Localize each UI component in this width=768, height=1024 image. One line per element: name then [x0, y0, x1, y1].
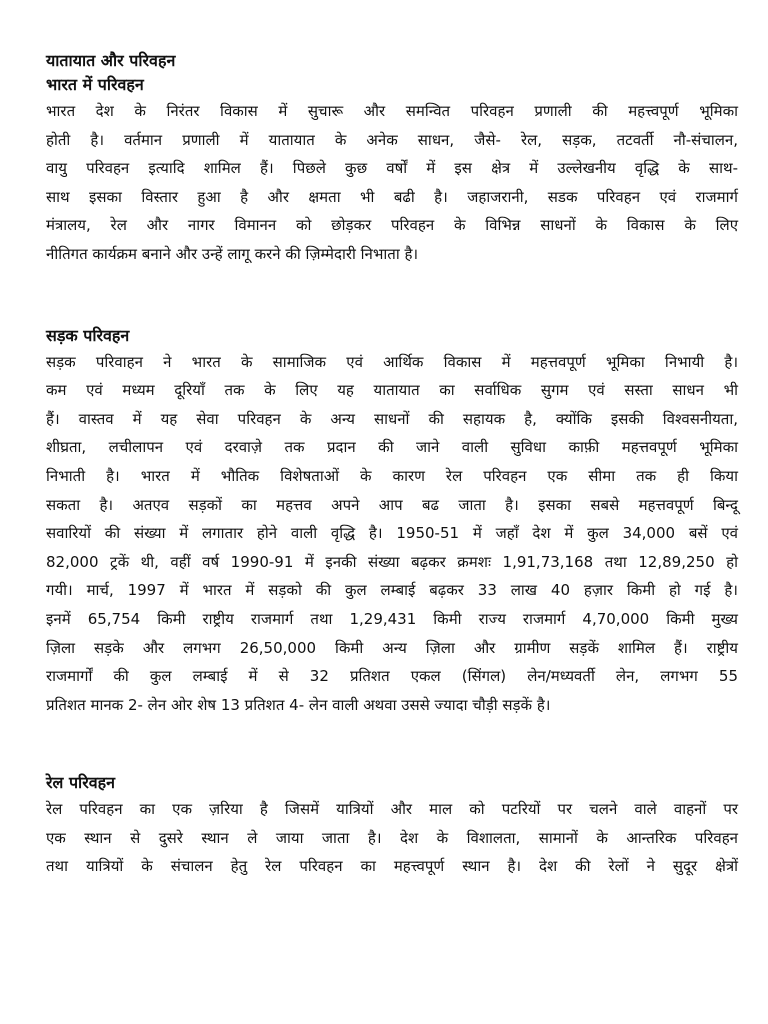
section-heading: भारत में परिवहन [46, 75, 144, 94]
section-paragraph [46, 97, 738, 269]
paragraph-line: शीघ्रता, लचीलापन एवं दरवाज़े तक प्रदान की जाने वाली सुविधा काफ़ी महत्तवपूर्ण भूमिका [46, 438, 738, 457]
paragraph-line: नीतिगत कार्यक्रम बनाने और उन्हें लागू करने की ज़िम्मेदारी निभाता है। [46, 244, 419, 263]
section-rail-transport [46, 771, 738, 881]
paragraph-line: साथ इसका विस्तार हुआ है और क्षमता भी बढी है। जहाजरानी, सडक परिवहन एवं राजमार्ग [46, 187, 738, 206]
paragraph-line: इनमें 65,754 किमी राष्ट्रीय राजमार्ग तथा 1,29,431 किमी राज्य राजमार्ग 4,70,000 किमी मुख्य [46, 609, 738, 628]
document-title: यातायात और परिवहन [46, 51, 176, 70]
paragraph-line: तथा यात्रियों के संचालन हेतु रेल परिवहन का महत्त्वपूर्ण स्थान है। देश की रेलों ने सुदूर क्षेत्रों [46, 857, 738, 876]
paragraph-line: निभाती है। भारत में भौतिक विशेषताओं के कारण रेल परिवहन एक सीमा तक ही किया [46, 466, 738, 485]
section-heading: रेल परिवहन [46, 773, 116, 793]
paragraph-line: भारत देश के निरंतर विकास में सुचारू और समन्वित परिवहन प्रणाली की महत्त्वपूर्ण भूमिका [46, 102, 738, 120]
paragraph-line: 82,000 ट्रकें थी, वहीं वर्ष 1990-91 में इनकी संख्या बढ़कर क्रमशः 1,91,73,168 तथा 12,89,250 हो [46, 552, 738, 571]
section-paragraph [46, 348, 738, 720]
paragraph-line: सड़क परिवाहन ने भारत के सामाजिक एवं आर्थिक विकास में महत्तवपूर्ण भूमिका निभायी है। [46, 352, 738, 371]
paragraph-line: सवारियों की संख्या में लगातार होने वाली वृद्धि है। 1950-51 में जहाँ देश में कुल 34,000 बसें एवं [46, 524, 738, 543]
paragraph-line: वायु परिवहन इत्यादि शामिल हैं। पिछले कुछ वर्षों में इस क्षेत्र में उल्लेखनीय वृद्धि के साथ- [46, 159, 738, 178]
paragraph-line: प्रतिशत मानक 2- लेन ओर शेष 13 प्रतिशत 4- लेन वाली अथवा उससे ज्यादा चौड़ी सड़कें है। [46, 695, 551, 714]
paragraph-line: मंत्रालय, रेल और नागर विमानन को छोड़कर परिवहन के विभिन्न साधनों के विकास के लिए [46, 216, 738, 235]
section-paragraph [46, 795, 738, 881]
document-page [46, 49, 738, 881]
paragraph-line: कम एवं मध्यम दूरियाँ तक के लिए यह यातायात का सर्वाधिक सुगम एवं सस्ता साधन भी [46, 381, 738, 400]
section-road-transport [46, 324, 738, 720]
paragraph-line: रेल परिवहन का एक ज़रिया है जिसमें यात्रियों और माल को पटरियों पर चलने वाले वाहनों पर [46, 800, 738, 819]
paragraph-line: होती है। वर्तमान प्रणाली में यातायात के अनेक साधन, जैसे- रेल, सड़क, तटवर्ती नौ-संचालन, [46, 130, 738, 149]
paragraph-line: हैं। वास्तव में यह सेवा परिवहन के अन्य साधनों की सहायक है, क्योंकि इसकी विश्वसनीयता, [46, 409, 738, 428]
paragraph-line: राजमार्गों की कुल लम्बाई में से 32 प्रतिशत एकल (सिंगल) लेन/मध्यवर्ती लेन, लगभग 55 [46, 667, 738, 686]
section-heading: सड़क परिवहन [46, 325, 130, 345]
paragraph-line: गयी। मार्च, 1997 में भारत में सड़को की कुल लम्बाई बढ़कर 33 लाख 40 हज़ार किमी हो गई है। [46, 581, 738, 600]
paragraph-line: सकता है। अतएव सड़कों का महत्तव अपने आप बढ जाता है। इसका सबसे महत्तवपूर्ण बिन्दू [46, 495, 738, 514]
paragraph-line: एक स्थान से दुसरे स्थान ले जाया जाता है। देश के विशालता, सामानों के आन्तरिक परिवहन [46, 828, 738, 847]
paragraph-line: ज़िला सड़के और लगभग 26,50,000 किमी अन्य ज़िला और ग्रामीण सड़कें शामिल हैं। राष्ट्रीय [46, 638, 738, 657]
section-transport-in-india [46, 73, 738, 269]
